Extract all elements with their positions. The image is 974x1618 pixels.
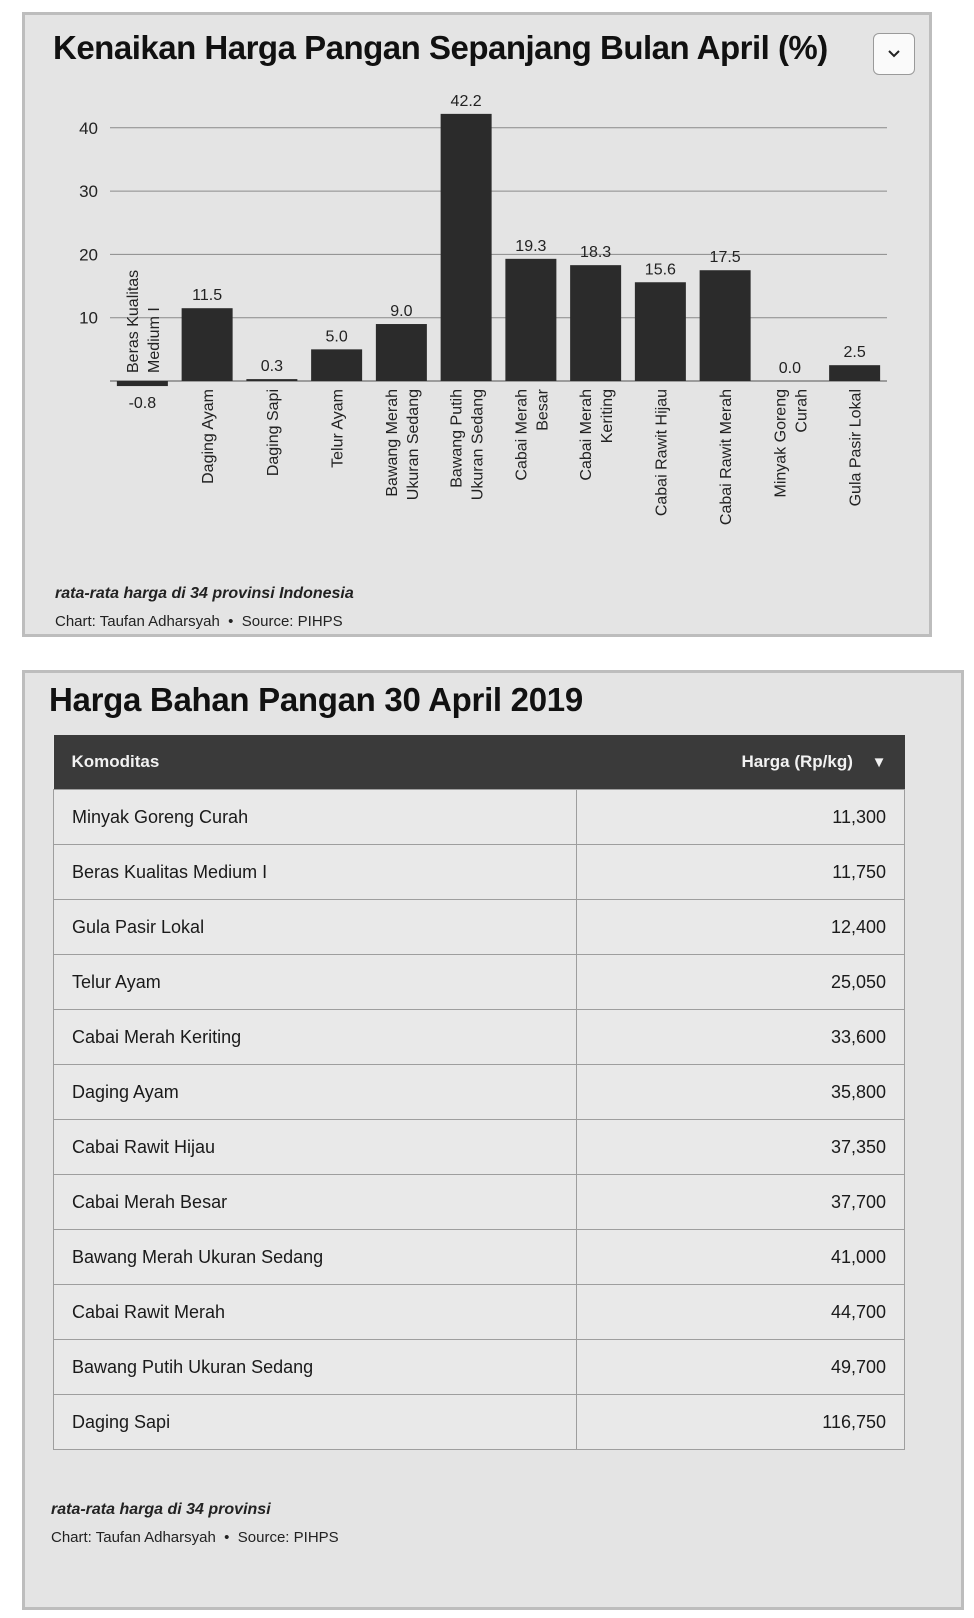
column-header-price[interactable]	[576, 735, 904, 790]
category-label-line: Gula Pasir Lokal	[847, 389, 865, 507]
credit-source: Source: PIHPS	[237, 1529, 339, 1546]
chart-footnote: rata-rata harga di 34 provinsi Indonesia	[55, 585, 354, 602]
category-label	[718, 389, 735, 525]
sort-desc-icon[interactable]: ▼	[871, 754, 887, 771]
data-label: 17.5	[709, 249, 741, 267]
category-label	[848, 389, 865, 506]
price-cell: 11,750	[576, 845, 904, 900]
bar	[635, 282, 686, 381]
commodity-cell: Cabai Merah Besar	[54, 1175, 577, 1230]
commodity-cell: Minyak Goreng Curah	[54, 790, 577, 845]
commodity-cell: Gula Pasir Lokal	[54, 900, 577, 955]
table-row	[54, 1065, 905, 1120]
category-label-line: Curah	[793, 389, 811, 433]
category-label-line: Daging Ayam	[200, 389, 218, 484]
category-label	[578, 389, 616, 481]
table-row	[54, 1395, 905, 1450]
bar	[246, 379, 297, 381]
category-label-line: Beras Kualitas	[124, 269, 142, 373]
category-label-line: Daging Sapi	[264, 389, 282, 477]
bar	[182, 308, 233, 381]
table-row	[54, 900, 905, 955]
data-label: 19.3	[515, 237, 547, 255]
category-label-line: Cabai Merah	[578, 389, 596, 481]
table-row	[54, 1230, 905, 1285]
category-label-line: Minyak Goreng	[772, 389, 790, 498]
table-row	[54, 1010, 905, 1065]
category-label-line: Bawang Merah	[383, 389, 401, 497]
bar	[570, 265, 621, 381]
commodity-cell: Daging Sapi	[54, 1395, 577, 1450]
category-label	[330, 389, 347, 468]
category-label	[513, 388, 551, 480]
credit-author: Chart: Taufan Adharsyah	[51, 1529, 216, 1546]
chevron-down-icon	[887, 49, 901, 59]
category-label	[125, 270, 163, 373]
commodity-cell: Cabai Rawit Hijau	[54, 1120, 577, 1175]
y-tick-label: 40	[79, 118, 98, 138]
credit-source: Source: PIHPS	[241, 613, 343, 630]
bar	[505, 259, 556, 381]
data-label: 2.5	[843, 344, 866, 362]
bar	[117, 381, 168, 386]
table-row	[54, 955, 905, 1010]
category-label-line: Cabai Rawit Hijau	[653, 389, 671, 517]
table-row	[54, 1120, 905, 1175]
category-label-line: Keriting	[599, 389, 617, 444]
data-label: 11.5	[192, 287, 223, 305]
price-cell: 116,750	[576, 1395, 904, 1450]
category-label	[449, 389, 487, 500]
column-header-price-label: Harga (Rp/kg)	[741, 752, 853, 771]
y-tick-label: 20	[79, 245, 98, 265]
commodity-cell: Bawang Putih Ukuran Sedang	[54, 1340, 577, 1395]
category-label	[653, 389, 670, 516]
price-cell: 37,700	[576, 1175, 904, 1230]
category-label-line: Cabai Merah	[513, 389, 531, 481]
table-row	[54, 1175, 905, 1230]
category-label	[265, 389, 282, 476]
price-cell: 49,700	[576, 1340, 904, 1395]
chart-credit	[55, 613, 343, 630]
bar-chart	[25, 15, 929, 634]
data-label: 5.0	[325, 328, 348, 346]
chart-menu-button[interactable]	[873, 33, 915, 75]
commodity-cell: Daging Ayam	[54, 1065, 577, 1120]
commodity-cell: Beras Kualitas Medium I	[54, 845, 577, 900]
category-label-line: Besar	[534, 389, 552, 431]
price-cell: 35,800	[576, 1065, 904, 1120]
credit-separator: •	[224, 613, 238, 630]
table-panel	[22, 670, 964, 1610]
data-label: 9.0	[390, 303, 413, 321]
data-label: 0.3	[260, 358, 283, 376]
price-cell: 25,050	[576, 955, 904, 1010]
data-label: 15.6	[644, 261, 676, 279]
bar	[829, 365, 880, 381]
commodity-cell: Bawang Merah Ukuran Sedang	[54, 1230, 577, 1285]
category-label-line: Ukuran Sedang	[469, 389, 487, 501]
bar	[376, 324, 427, 381]
category-label-line: Telur Ayam	[329, 389, 347, 468]
commodity-cell: Telur Ayam	[54, 955, 577, 1010]
category-label	[384, 389, 422, 500]
y-tick-label: 10	[79, 308, 98, 328]
credit-separator: •	[220, 1529, 234, 1546]
commodity-cell: Cabai Rawit Merah	[54, 1285, 577, 1340]
chart-title: Kenaikan Harga Pangan Sepanjang Bulan April (%)	[53, 29, 828, 66]
bar	[441, 114, 492, 381]
chart-panel	[22, 12, 932, 637]
table-header-row	[54, 735, 905, 790]
table-row	[54, 790, 905, 845]
bar	[700, 270, 751, 381]
price-cell: 12,400	[576, 900, 904, 955]
price-cell: 33,600	[576, 1010, 904, 1065]
y-tick-label: 30	[79, 182, 98, 202]
table-row	[54, 1340, 905, 1395]
data-label: 18.3	[580, 244, 612, 262]
commodity-cell: Cabai Merah Keriting	[54, 1010, 577, 1065]
table-title: Harga Bahan Pangan 30 April 2019	[49, 681, 583, 718]
data-label: 42.2	[450, 92, 482, 110]
price-cell: 44,700	[576, 1285, 904, 1340]
category-label	[772, 389, 810, 498]
bar	[311, 349, 362, 381]
table-row	[54, 845, 905, 900]
category-label-line: Cabai Rawit Merah	[718, 389, 736, 526]
data-label: 0.0	[778, 360, 801, 377]
data-label: -0.8	[128, 395, 157, 413]
category-label	[200, 389, 217, 484]
price-table	[53, 735, 905, 1450]
price-cell: 41,000	[576, 1230, 904, 1285]
price-cell: 37,350	[576, 1120, 904, 1175]
table-row	[54, 1285, 905, 1340]
category-label-line: Bawang Putih	[448, 389, 466, 488]
credit-author: Chart: Taufan Adharsyah	[55, 613, 220, 630]
table-credit	[51, 1529, 339, 1546]
category-label-line: Ukuran Sedang	[404, 389, 422, 501]
price-cell: 11,300	[576, 790, 904, 845]
table-footnote: rata-rata harga di 34 provinsi	[51, 1501, 271, 1518]
category-label-line: Medium I	[145, 307, 163, 373]
column-header-commodity[interactable]: Komoditas	[54, 735, 577, 790]
table-body	[54, 790, 905, 1450]
